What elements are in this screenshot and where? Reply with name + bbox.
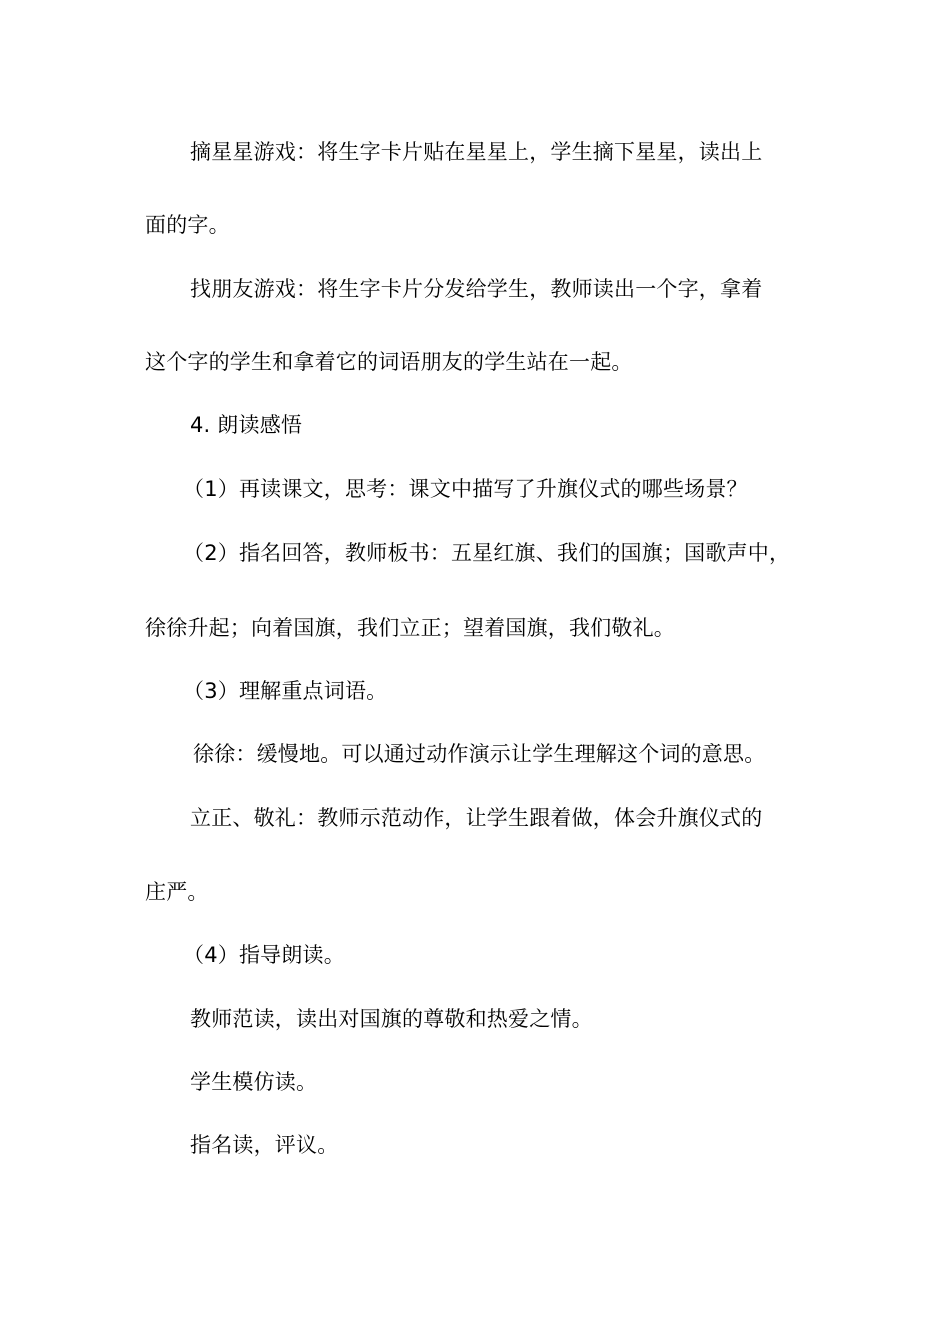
paragraph-line: 这个字的学生和拿着它的词语朋友的学生站在一起。 [145, 350, 633, 374]
paragraph-line: 学生模仿读。 [190, 1070, 318, 1094]
paragraph-line: 找朋友游戏：将生字卡片分发给学生，教师读出一个字，拿着 [190, 277, 763, 301]
paragraph-line: 徐徐：缓慢地。可以通过动作演示让学生理解这个词的意思。 [193, 742, 766, 766]
paragraph-line: 摘星星游戏：将生字卡片贴在星星上，学生摘下星星，读出上 [190, 140, 763, 164]
paragraph-line: （3）理解重点词语。 [183, 679, 388, 703]
paragraph-line: （2）指名回答，教师板书：五星红旗、我们的国旗；国歌声中， [183, 541, 791, 565]
paragraph-line: 教师范读，读出对国旗的尊敬和热爱之情。 [190, 1007, 593, 1031]
paragraph-line: （1）再读课文，思考：课文中描写了升旗仪式的哪些场景？ [183, 477, 748, 501]
section-heading: 4. 朗读感悟 [190, 413, 303, 437]
paragraph-line: （4）指导朗读。 [183, 943, 345, 967]
paragraph-line: 立正、敬礼：教师示范动作，让学生跟着做，体会升旗仪式的 [190, 806, 763, 830]
paragraph-line: 指名读，评议。 [190, 1133, 339, 1157]
paragraph-line: 庄严。 [145, 880, 209, 904]
paragraph-line: 徐徐升起；向着国旗，我们立正；望着国旗，我们敬礼。 [145, 616, 675, 640]
paragraph-line: 面的字。 [145, 213, 230, 237]
